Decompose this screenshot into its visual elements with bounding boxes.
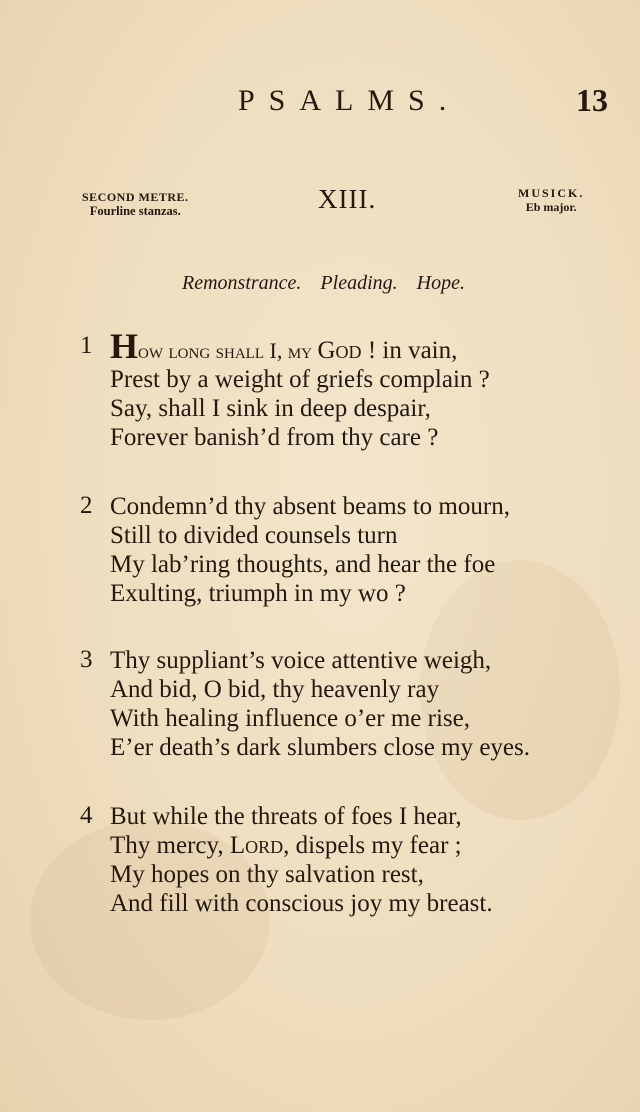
music-label: MUSICK. (518, 186, 585, 200)
verse-line: Forever banish’d from thy care ? (110, 424, 439, 451)
verse-line: And bid, O bid, thy heavenly ray (110, 676, 440, 703)
verse-line: My lab’ring thoughts, and hear the foe (110, 551, 496, 578)
verse-line: Say, shall I sink in deep despair, (110, 395, 431, 422)
running-title: PSALMS. (238, 84, 461, 117)
music-key: Eb major. (525, 200, 577, 214)
drop-cap: H (110, 326, 139, 366)
verse-line (110, 326, 630, 366)
verse-text: , dispels my fear ; (283, 832, 462, 859)
verse-line: Still to divided counsels turn (110, 522, 398, 549)
psalm-argument (182, 272, 465, 295)
music-note (518, 186, 584, 214)
stanza-number: 4 (80, 802, 93, 829)
verse-line: With healing influence o’er me rise, (110, 705, 470, 732)
verse-line: My hopes on thy salvation rest, (110, 861, 424, 888)
verse-text: Thy mercy, (110, 832, 230, 859)
verse-line: Prest by a weight of griefs complain ? (110, 366, 490, 393)
verse-text: ! in vain, (361, 337, 458, 364)
verse-line: And fill with conscious joy my breast. (110, 890, 493, 917)
argument-item: Pleading. (320, 272, 398, 294)
running-head (0, 82, 640, 122)
stanza-form: Fourline stanzas. (89, 204, 181, 218)
verse-line (110, 831, 630, 860)
page-number: 13 (576, 82, 608, 118)
stanza-number: 3 (80, 646, 93, 673)
metre-note (82, 190, 189, 218)
verse-line: Exulting, triumph in my wo ? (110, 580, 406, 607)
divine-name: Lord (229, 832, 284, 859)
verse-line: But while the threats of foes I hear, (110, 803, 462, 830)
stanza-number: 1 (80, 332, 93, 359)
argument-item: Remonstrance. (182, 272, 302, 294)
argument-item: Hope. (416, 272, 465, 294)
verse-line: Thy suppliant’s voice attentive weigh, (110, 647, 492, 674)
divine-name: God (317, 337, 362, 364)
metre-label: SECOND METRE. (82, 190, 189, 204)
psalm-number: XIII. (318, 184, 377, 214)
stanza-number: 2 (80, 492, 93, 519)
verse-line: E’er death’s dark slumbers close my eyes. (110, 734, 531, 761)
verse-line: Condemn’d thy absent beams to mourn, (110, 493, 510, 520)
verse-text: ow long shall I, my (138, 338, 318, 363)
